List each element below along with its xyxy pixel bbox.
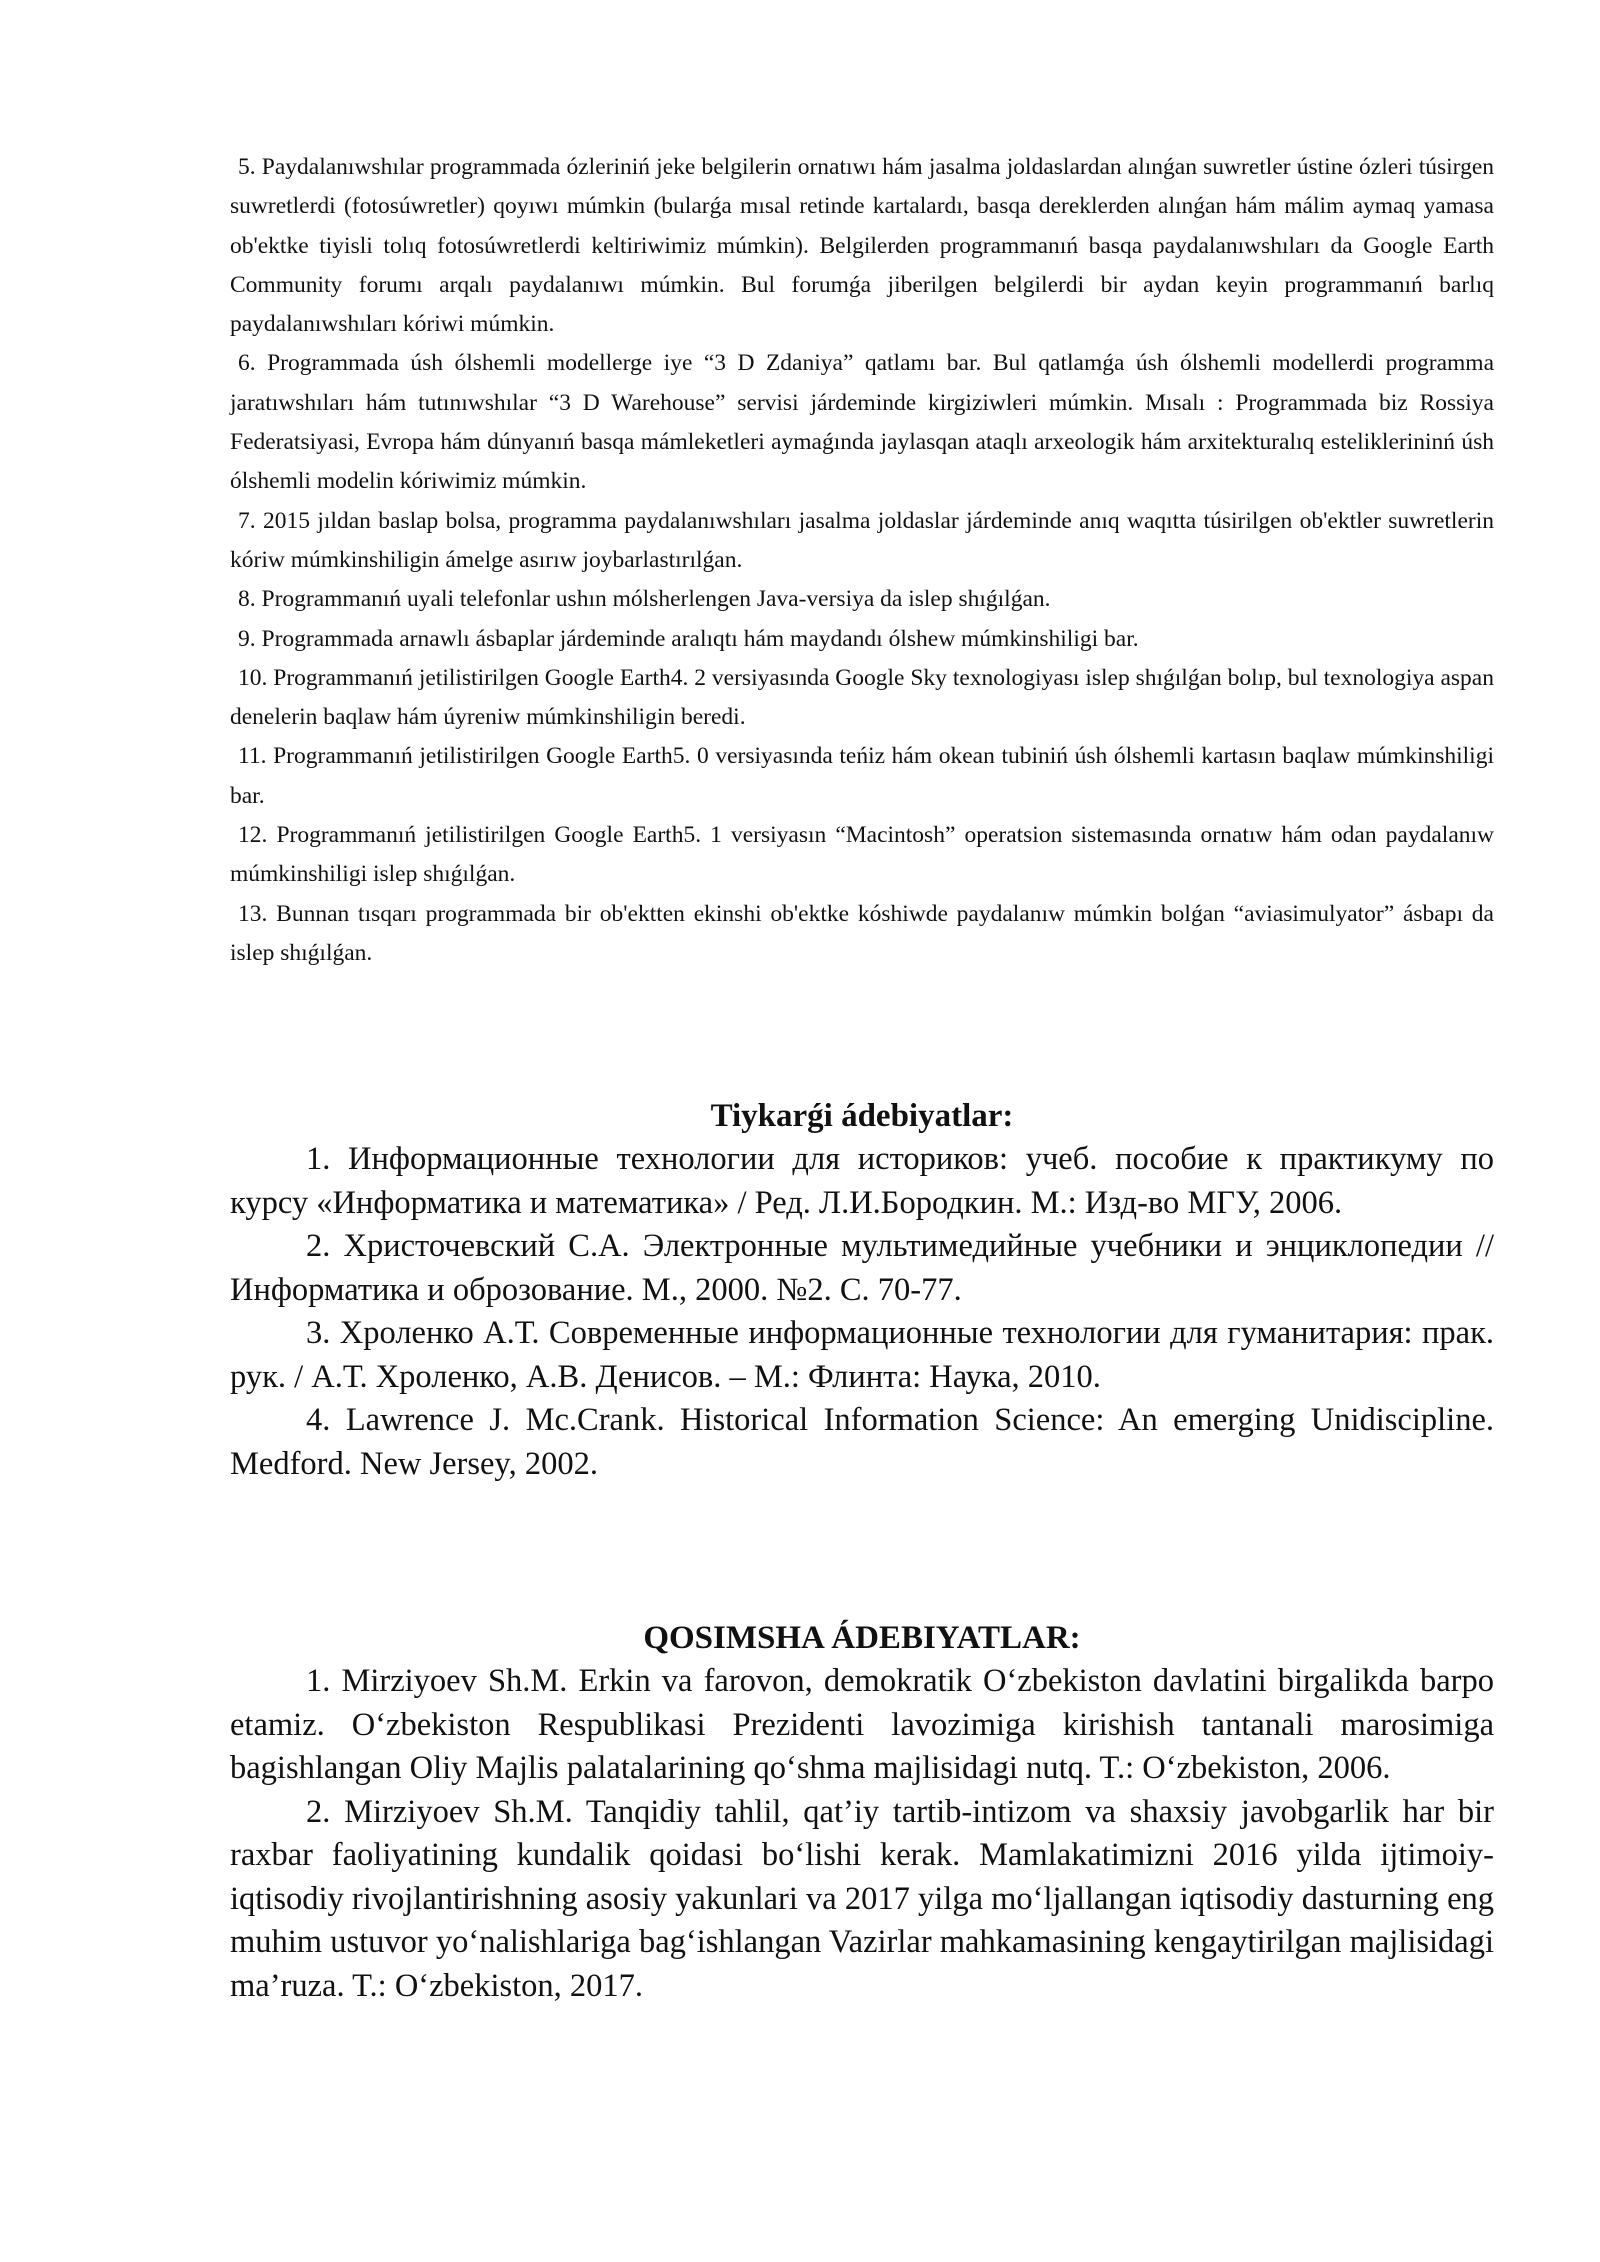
feature-paragraph-6: 6. Programmada úsh ólshemli modellerge iye “3 D Zdaniya” qatlamı bar. Bul qatlamǵa úsh ólshemli modellerdi programma jaratıwshıları hám tutınıwshılar “3 D Warehouse” servisi járdeminde kirgiziwleri múmkin. Mısalı : Programmada biz Rossiya Federatsiyasi, Evropa hám dúnyanıń basqa mámleketleri aymaǵında jaylasqan ataqlı arxeologik hám arxitekturalıq esteliklerininń úsh ólshemli modelin kóriwimiz múmkin. — [230, 350, 1494, 495]
additional-literature-item-2: 2. Mirziyoev Sh.M. Tanqidiy tahlil, qat’iy tartib-intizom va shaxsiy javobgarlik har bir raxbar faoliyatining kundalik qoidasi bo‘lishi kerak. Mamlakatimizni 2016 yilda ijtimoiy-iqtisodiy rivojlantirishning asosiy yakunlari va 2017 yilga mo‘ljallangan iqtisodiy dasturning eng muhim ustuvor yo‘nalishlariga bag‘ishlangan Vazirlar mahkamasining kengaytirilgan majlisidagi ma’ruza. T.: O‘zbekiston, 2017. — [230, 1793, 1494, 2004]
feature-paragraph-7: 7. 2015 jıldan baslap bolsa, programma paydalanıwshıları jasalma joldaslar járdeminde anıq waqıtta túsirilgen ob'ektler suwretlerin kóriw múmkinshiligin ámelge asırıw joybarlastırılǵan. — [230, 507, 1494, 573]
feature-paragraph-9: 9. Programmada arnawlı ásbaplar járdeminde aralıqtı hám maydandı ólshew múmkinshiligi bar. — [238, 625, 1139, 652]
feature-list — [230, 148, 1494, 973]
feature-paragraph-5: 5. Paydalanıwshılar programmada ózleriniń jeke belgilerin ornatıwı hám jasalma joldaslardan alınǵan suwretler ústine ózleri túsirgen suwretlerdi (fotosúwretler) qoyıwı múmkin (bularǵa mısal retinde kartalardı, basqa dereklerden alınǵan hám málim aymaq yamasa ob'ektke tiyisli tolıq fotosúwretlerdi keltiriwimiz múmkin). Belgilerden programmanıń basqa paydalanıwshıları da Google Earth Community forumı arqalı paydalanıwı múmkin. Bul forumǵa jiberilgen belgilerdi bir aydan keyin programmanıń barlıq paydalanıwshıları kóriwi múmkin. — [230, 154, 1494, 338]
main-literature-item-3: 3. Хроленко А.Т. Современные информационные технологии для гуманитария: прак. рук. / А.Т. Хроленко, А.В. Денисов. – М.: Флинта: Наука, 2010. — [230, 1315, 1494, 1395]
main-literature-item-1: 1. Информационные технологии для историков: учеб. пособие к практикуму по курсу «Информатика и математика» / Ред. Л.И.Бородкин. М.: Изд-во МГУ, 2006. — [230, 1141, 1494, 1221]
additional-literature-item-1: 1. Mirziyoev Sh.M. Erkin va farovon, demokratik O‘zbekiston davlatini birgalikda barpo etamiz. O‘zbekiston Respublikasi Prezidenti lavozimiga kirishish tantanali marosimiga bagishlangan Oliy Majlis palatalarining qo‘shma majlisidagi nutq. T.: O‘zbekiston, 2006. — [230, 1663, 1494, 1786]
main-literature-heading: Tiykarǵi ádebiyatlar: — [710, 1098, 1014, 1134]
feature-paragraph-8: 8. Programmanıń uyali telefonlar ushın mólsherlengen Java-versiya da islep shıǵılǵan. — [238, 586, 1051, 613]
main-literature-item-4: 4. Lawrence J. Mc.Crank. Historical Information Science: An emerging Unidiscipline. Medford. New Jersey, 2002. — [230, 1402, 1494, 1482]
main-literature-section — [230, 1094, 1494, 1486]
feature-paragraph-10: 10. Programmanıń jetilistirilgen Google Earth4. 2 versiyasında Google Sky texnologiyası islep shıǵılǵan bolıp, bul texnologiya aspan denelerin baqlaw hám úyreniw múmkinshiligin beredi. — [230, 664, 1494, 731]
feature-paragraph-13: 13. Bunnan tısqarı programmada bir ob'ektten ekinshi ob'ektke kóshiwde paydalanıw múmkin bolǵan “aviasimulyator” ásbapı da islep shıǵılǵan. — [230, 900, 1494, 966]
additional-literature-heading: QOSIMSHA ÁDEBIYATLAR: — [643, 1620, 1081, 1656]
additional-literature-section — [230, 1616, 1494, 2008]
feature-paragraph-12: 12. Programmanıń jetilistirilgen Google Earth5. 1 versiyasın “Macintosh” operatsion sistemasında ornatıw hám odan paydalanıw múmkinshiligi islep shıǵılǵan. — [230, 822, 1494, 888]
feature-paragraph-11: 11. Programmanıń jetilistirilgen Google Earth5. 0 versiyasında teńiz hám okean tubiniń úsh ólshemli kartasın baqlaw múmkinshiligi bar. — [230, 743, 1494, 809]
main-literature-item-2: 2. Христочевский С.А. Электронные мультимедийные учебники и энциклопедии // Информатика и оброзование. М., 2000. №2. С. 70-77. — [230, 1228, 1494, 1308]
